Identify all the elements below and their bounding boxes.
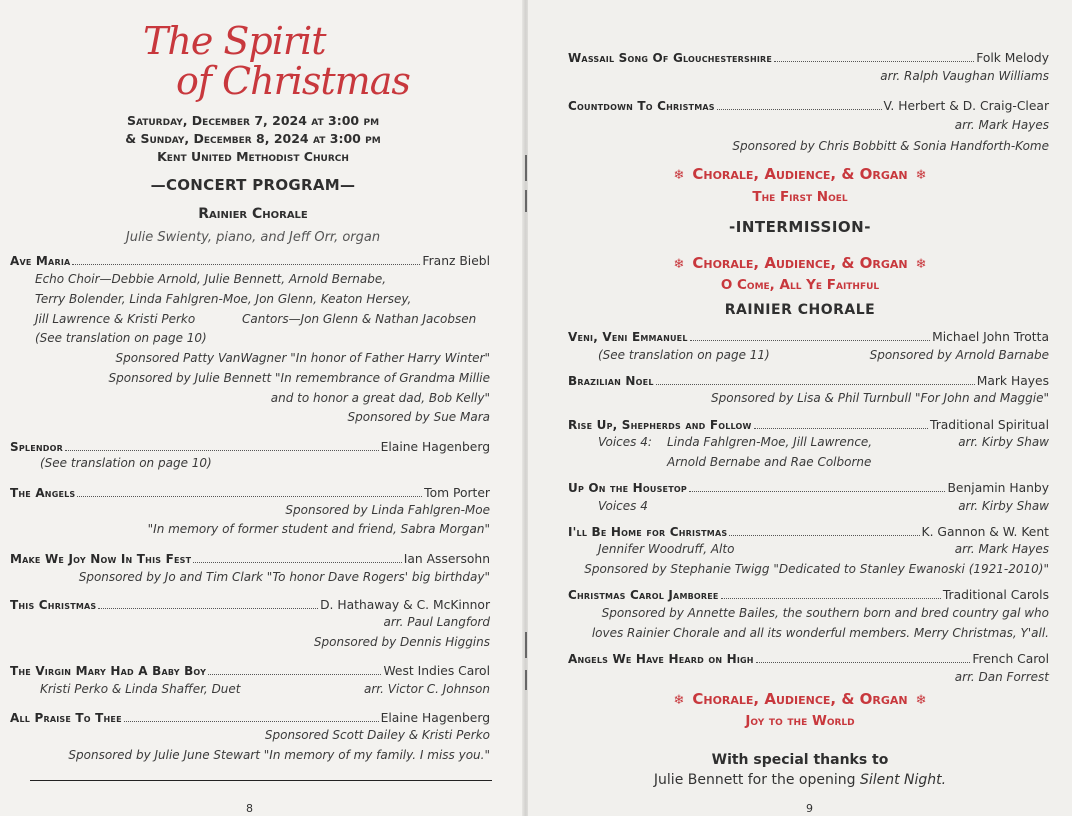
left-page: [0, 0, 524, 816]
piece-title: All Praise To Thee: [10, 711, 122, 725]
note: arr. Victor C. Johnson: [364, 682, 490, 696]
note: Sponsored by Arnold Barnabe: [869, 348, 1049, 362]
note: Voices 4: [598, 499, 648, 513]
program-item: [568, 51, 1049, 65]
singalong-header-1: ❄ Chorale, Audience, & Organ ❄: [673, 165, 927, 183]
leader-dots: [690, 340, 931, 341]
program-header: —CONCERT PROGRAM—: [150, 176, 356, 194]
piece-title: Splendor: [10, 440, 63, 454]
leader-dots: [77, 496, 422, 497]
leader-dots: [774, 61, 974, 62]
singalong-title-2: O Come, All Ye Faithful: [720, 277, 880, 293]
composer: Michael John Trotta: [932, 330, 1049, 344]
note: arr. Ralph Vaughan Williams: [880, 69, 1049, 83]
note: Sponsored by Lisa & Phil Turnbull "For John and Maggie": [711, 391, 1049, 405]
program-item: [10, 486, 490, 500]
divider: [30, 780, 492, 781]
composer: Traditional Carols: [942, 588, 1049, 602]
note: Sponsored by Dennis Higgins: [313, 635, 490, 649]
chorale-header: Rainier Chorale: [198, 206, 308, 222]
leader-dots: [124, 721, 379, 722]
piece-title: Wassail Song Of Glouchestershire: [568, 51, 773, 65]
note: (See translation on page 10): [35, 331, 207, 345]
composer: Elaine Hagenberg: [380, 440, 490, 454]
note: Voices 4:: [598, 435, 652, 449]
note: (See translation on page 11): [598, 348, 770, 362]
leader-dots: [656, 384, 975, 385]
note: Sponsored by Stephanie Twigg "Dedicated to Stanley Ewanoski (1921-2010)": [584, 562, 1049, 576]
program-item: [568, 418, 1049, 432]
snowflake-icon: ❄: [673, 257, 685, 272]
note: arr. Kirby Shaw: [958, 435, 1049, 449]
composer: Franz Biebl: [422, 254, 490, 268]
program-item: [568, 588, 1049, 602]
leader-dots: [721, 598, 941, 599]
leader-dots: [98, 608, 318, 609]
date-saturday: Saturday, December 7, 2024 at 3:00 pm: [126, 113, 380, 128]
singalong-title-1: The First Noel: [752, 189, 848, 205]
note: arr. Kirby Shaw: [958, 499, 1049, 513]
note: and to honor a great dad, Bob Kelly": [270, 391, 490, 405]
spine-mark: [525, 632, 527, 658]
note: Cantors—Jon Glenn & Nathan Jacobsen: [242, 312, 477, 326]
chorale-header: RAINIER CHORALE: [724, 302, 876, 318]
note: arr. Mark Hayes: [954, 542, 1049, 556]
composer: Elaine Hagenberg: [380, 711, 490, 725]
leader-dots: [208, 674, 381, 675]
composer: Mark Hayes: [976, 374, 1049, 388]
note: Jennifer Woodruff, Alto: [598, 542, 735, 556]
note: Sponsored by Annette Bailes, the southern born and bred country gal who: [601, 606, 1049, 620]
program-item: [568, 525, 1049, 539]
accompanists: Julie Swienty, piano, and Jeff Orr, organ: [125, 230, 381, 245]
piece-title: Angels We Have Heard on High: [568, 652, 754, 666]
program-item: [10, 598, 490, 612]
note: Sponsored by Julie June Stewart "In memory of my family. I miss you.": [68, 748, 490, 762]
note: Sponsored by Chris Bobbitt & Sonia Handforth-Kome: [732, 139, 1049, 153]
piece-title: The Virgin Mary Had A Baby Boy: [10, 664, 207, 678]
leader-dots: [754, 428, 928, 429]
piece-title: Veni, Veni Emmanuel: [568, 330, 688, 344]
note: arr. Mark Hayes: [954, 118, 1049, 132]
composer: French Carol: [972, 652, 1049, 666]
leader-dots: [729, 535, 919, 536]
program-item: [568, 652, 1049, 666]
composer: K. Gannon & W. Kent: [921, 525, 1049, 539]
note: Sponsored by Julie Bennett "In remembrance of Grandma Millie: [108, 371, 490, 385]
piece-title: Countdown To Christmas: [568, 99, 715, 113]
note: Arnold Bernabe and Rae Colborne: [667, 455, 872, 469]
venue: Kent United Methodist Church: [157, 149, 349, 164]
note: Sponsored by Sue Mara: [347, 410, 490, 424]
note: arr. Dan Forrest: [954, 670, 1049, 684]
title-line-1: The Spirit: [143, 19, 326, 63]
note: Echo Choir—Debbie Arnold, Julie Bennett, Arnold Bernabe,: [35, 272, 387, 286]
piece-title: I'll Be Home for Christmas: [568, 525, 728, 539]
composer: Ian Assersohn: [403, 552, 490, 566]
right-page: [528, 0, 1072, 816]
spine-mark: [525, 670, 527, 690]
note: Sponsored by Linda Fahlgren-Moe: [285, 503, 490, 517]
note: (See translation on page 10): [40, 456, 212, 470]
thanks-text: Julie Bennett for the opening Silent Night.: [653, 772, 947, 788]
composer: Traditional Spiritual: [930, 418, 1049, 432]
program-item: [10, 552, 490, 566]
piece-title: Ave Maria: [10, 254, 71, 268]
composer: D. Hathaway & C. McKinnor: [320, 598, 490, 612]
piece-title: Up On the Housetop: [568, 481, 687, 495]
leader-dots: [193, 562, 401, 563]
spine-mark: [525, 190, 527, 212]
intermission: -INTERMISSION-: [729, 218, 871, 236]
singalong-header-2: ❄ Chorale, Audience, & Organ ❄: [673, 254, 927, 272]
note: Terry Bolender, Linda Fahlgren-Moe, Jon Glenn, Keaton Hersey,: [35, 292, 412, 306]
snowflake-icon: ❄: [673, 168, 685, 183]
leader-dots: [717, 109, 882, 110]
note: Linda Fahlgren-Moe, Jill Lawrence,: [667, 435, 873, 449]
leader-dots: [689, 491, 946, 492]
thanks-header: With special thanks to: [711, 752, 889, 768]
title-line-2: of Christmas: [176, 59, 410, 103]
leader-dots: [72, 264, 420, 265]
piece-title: Brazilian Noel: [568, 374, 654, 388]
note: arr. Paul Langford: [383, 615, 490, 629]
note: Sponsored Patty VanWagner "In honor of Father Harry Winter": [115, 351, 490, 365]
snowflake-icon: ❄: [915, 257, 927, 272]
leader-dots: [65, 450, 379, 451]
program-item: [568, 481, 1049, 495]
note: Sponsored Scott Dailey & Kristi Perko: [264, 728, 490, 742]
piece-title: This Christmas: [10, 598, 97, 612]
composer: West Indies Carol: [383, 664, 490, 678]
piece-title: Make We Joy Now In This Fest: [10, 552, 192, 566]
page-number: 9: [806, 802, 813, 815]
program-item: [568, 330, 1049, 344]
program-item: [10, 711, 490, 725]
program-item: [10, 440, 490, 454]
note: "In memory of former student and friend, Sabra Morgan": [147, 522, 490, 536]
leader-dots: [756, 662, 971, 663]
note: Jill Lawrence & Kristi Perko: [35, 312, 196, 326]
piece-title: The Angels: [10, 486, 76, 500]
snowflake-icon: ❄: [915, 693, 927, 708]
note: Kristi Perko & Linda Shaffer, Duet: [40, 682, 241, 696]
singalong-header-3: ❄ Chorale, Audience, & Organ ❄: [673, 690, 927, 708]
composer: Benjamin Hanby: [947, 481, 1049, 495]
piece-title: Rise Up, Shepherds and Follow: [568, 418, 752, 432]
composer: V. Herbert & D. Craig-Clear: [883, 99, 1049, 113]
singalong-title-3: Joy to the World: [745, 713, 855, 729]
composer: Folk Melody: [976, 51, 1049, 65]
program-item: [568, 99, 1049, 113]
page-number: 8: [246, 802, 253, 815]
date-sunday: & Sunday, December 8, 2024 at 3:00 pm: [125, 131, 381, 146]
snowflake-icon: ❄: [915, 168, 927, 183]
spine-mark: [525, 155, 527, 181]
program-item: [10, 254, 490, 268]
composer: Tom Porter: [424, 486, 490, 500]
program-item: [568, 374, 1049, 388]
snowflake-icon: ❄: [673, 693, 685, 708]
program-item: [10, 664, 490, 678]
piece-title: Christmas Carol Jamboree: [568, 588, 719, 602]
note: Sponsored by Jo and Tim Clark "To honor Dave Rogers' big birthday": [78, 570, 490, 584]
note: loves Rainier Chorale and all its wonderful members. Merry Christmas, Y'all.: [591, 626, 1049, 640]
